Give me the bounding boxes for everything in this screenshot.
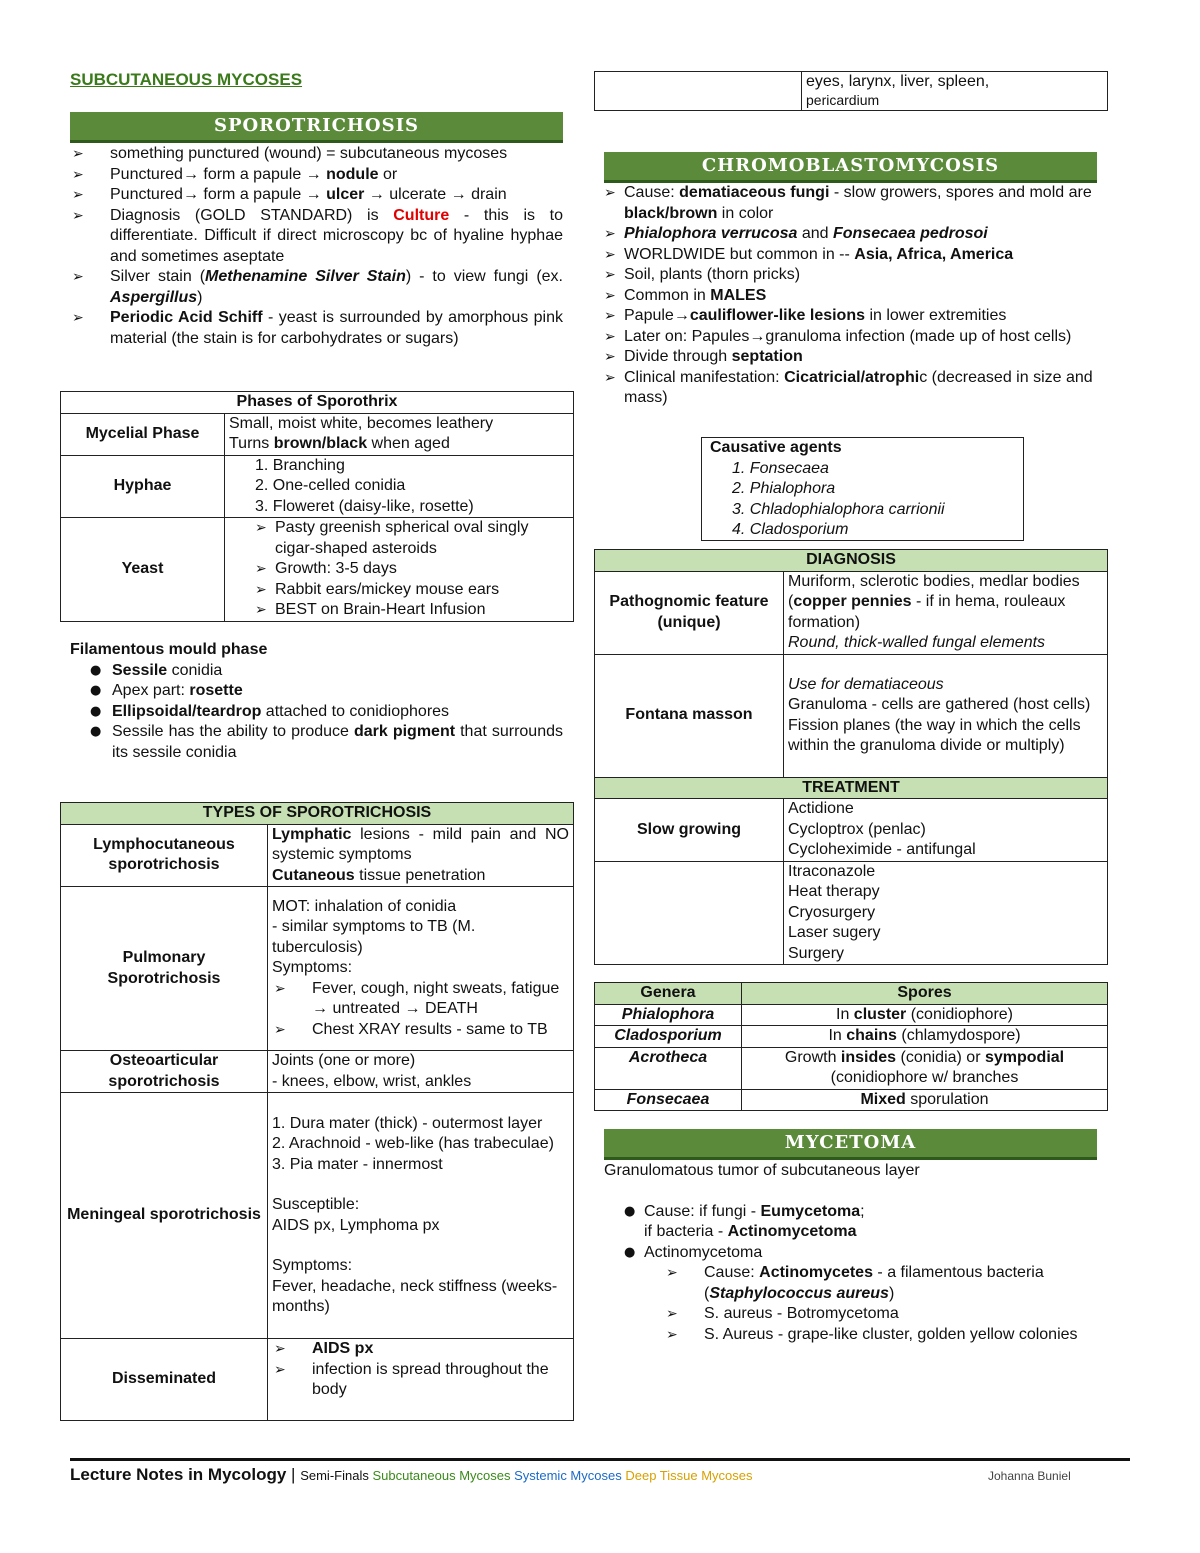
- list-item: ● Sessile has the ability to produce dark pigment that surrounds its sessile conidia: [70, 722, 563, 763]
- table-row-label: Pathognomic feature (unique): [595, 571, 784, 654]
- list-item: ➢ Punctured→ form a papule → ulcer → ulcerate → drain: [70, 185, 563, 206]
- list-item: ➢ Diagnosis (GOLD STANDARD) is Culture - this is to differentiate. Difficult if direct microscopy bc of hyaline hyphae and sometimes aseptate: [70, 206, 563, 268]
- diagnosis-table: [594, 549, 1108, 965]
- table-row-label: Yeast: [61, 518, 225, 622]
- list-item: ➢ Chest XRAY results - same to TB: [272, 1020, 569, 1041]
- list-item: ● Ellipsoidal/teardrop attached to conidiophores: [70, 702, 563, 723]
- list-item: ➢ Divide through septation: [604, 347, 1097, 368]
- table-cell: MOT: inhalation of conidia - similar symptoms to TB (M. tuberculosis) Symptoms: ➢ Fever, cough, night sweats, fatigue → untreated → DEATH ➢ Chest XRAY results - same to TB: [268, 887, 574, 1051]
- table-cell: Cladosporium: [595, 1026, 742, 1048]
- table-cell: Acrotheca: [595, 1047, 742, 1089]
- list-item: ➢ Pasty greenish spherical oval singly cigar-shaped asteroids: [255, 518, 569, 559]
- table-cell: In chains (chlamydospore): [742, 1026, 1108, 1048]
- table-cell: 1. Dura mater (thick) - outermost layer 2. Arachnoid - web-like (has trabeculae) 3. Pia mater - innermost Susceptible: AIDS px, Lymphoma px Symptoms: Fever, headache, neck stiffness (weeks-months): [268, 1093, 574, 1339]
- footer-deep: Deep Tissue Mycoses: [625, 1468, 753, 1483]
- list-item: ➢ BEST on Brain-Heart Infusion: [255, 600, 569, 621]
- table-cell: Lymphatic lesions - mild pain and NO systemic symptoms Cutaneous tissue penetration: [268, 824, 574, 887]
- list-item: ➢ Silver stain (Methenamine Silver Stain) - to view fungi (ex. Aspergillus): [70, 267, 563, 308]
- table-row-label: Osteoarticular sporotrichosis: [61, 1051, 268, 1093]
- list-item: ➢ Later on: Papules→granuloma infection (made up of host cells): [604, 327, 1097, 348]
- list-item: ➢ Clinical manifestation: Cicatricial/atrophic (decreased in size and mass): [604, 368, 1097, 409]
- footer-lecture: Lecture Notes in Mycology: [70, 1465, 287, 1484]
- list-item: ➢ something punctured (wound) = subcutaneous mycoses: [70, 144, 563, 165]
- table-cell: [268, 1339, 574, 1421]
- list-item: 4. Cladosporium: [732, 521, 849, 538]
- table-cell: eyes, larynx, liver, spleen, pericardium: [802, 72, 1108, 111]
- table-header: DIAGNOSIS: [595, 550, 1108, 572]
- table-cell: Fonsecaea: [595, 1089, 742, 1111]
- list-item: ➢ Cause: Actinomycetes - a filamentous bacteria (Staphylococcus aureus): [664, 1263, 1097, 1304]
- table-row-label: Disseminated: [61, 1339, 268, 1421]
- chromoblastomycosis-banner: CHROMOBLASTOMYCOSIS: [604, 152, 1097, 183]
- sporotrichosis-bullets: [70, 144, 563, 349]
- table-row-label: Slow growing: [595, 799, 784, 862]
- table-cell: Joints (one or more) - knees, elbow, wrist, ankles: [268, 1051, 574, 1093]
- mycetoma-banner: MYCETOMA: [604, 1129, 1097, 1160]
- table-row-label: Hyphae: [61, 455, 225, 518]
- list-item: ➢ Punctured→ form a papule → nodule or: [70, 165, 563, 186]
- footer-semi: Semi-Finals: [300, 1468, 373, 1483]
- table-cell: [595, 861, 784, 965]
- list-item: ● Actinomycetoma: [604, 1243, 1097, 1264]
- list-item: ● Cause: if fungi - Eumycetoma; if bacteria - Actinomycetoma: [604, 1202, 1097, 1243]
- table-cell: Mixed sporulation: [742, 1089, 1108, 1111]
- table-cell: [225, 518, 574, 622]
- list-item: ➢ Fever, cough, night sweats, fatigue → untreated → DEATH: [272, 979, 569, 1020]
- list-item: 2. Phialophora: [732, 480, 836, 497]
- list-item: ➢ Cause: dematiaceous fungi - slow growers, spores and mold are black/brown in color: [604, 183, 1097, 224]
- list-item: ➢ Periodic Acid Schiff - yeast is surrounded by amorphous pink material (the stain is for carbohydrates or sugars): [70, 308, 563, 349]
- genera-table: [594, 982, 1108, 1111]
- list-item: ➢ infection is spread throughout the body: [272, 1360, 569, 1401]
- list-item: ➢ Common in MALES: [604, 286, 1097, 307]
- continued-table: [594, 71, 1108, 111]
- list-item: ➢ AIDS px: [272, 1339, 569, 1360]
- section-title: Filamentous mould phase: [70, 641, 268, 658]
- filamentous-section: [70, 640, 563, 763]
- table-cell: [595, 72, 802, 111]
- list-item: ● Sessile conidia: [70, 661, 563, 682]
- page-footer: [70, 1458, 1130, 1485]
- table-row-label: Lymphocutaneous sporotrichosis: [61, 824, 268, 887]
- table-cell: Itraconazole Heat therapy Cryosurgery Laser sugery Surgery: [784, 861, 1108, 965]
- phases-table: [60, 391, 574, 622]
- table-cell: Use for dematiaceous Granuloma - cells are gathered (host cells) Fission planes (the way in which the cells within the granuloma divide or multiply): [784, 654, 1108, 777]
- footer-separator: |: [286, 1465, 301, 1484]
- footer-sys: Systemic Mycoses: [514, 1468, 626, 1483]
- page-title: SUBCUTANEOUS MYCOSES: [70, 70, 303, 89]
- table-header: Spores: [742, 983, 1108, 1005]
- box-title: Causative agents: [710, 439, 842, 456]
- mycetoma-section: [604, 1161, 1097, 1345]
- footer-sub: Subcutaneous Mycoses: [372, 1468, 515, 1483]
- table-row-label: Meningeal sporotrichosis: [61, 1093, 268, 1339]
- list-item: ➢ S. Aureus - grape-like cluster, golden yellow colonies: [664, 1325, 1097, 1346]
- table-header: TYPES OF SPOROTRICHOSIS: [61, 803, 574, 825]
- table-cell: Muriform, sclerotic bodies, medlar bodies (copper pennies - if in hema, rouleaux formation) Round, thick-walled fungal elements: [784, 571, 1108, 654]
- list-item: ➢ Rabbit ears/mickey mouse ears: [255, 580, 569, 601]
- list-item: ➢ S. aureus - Botromycetoma: [664, 1304, 1097, 1325]
- table-cell: Growth insides (conidia) or sympodial (conidiophore w/ branches: [742, 1047, 1108, 1089]
- sporotrichosis-banner: SPOROTRICHOSIS: [70, 112, 563, 143]
- list-item: ● Apex part: rosette: [70, 681, 563, 702]
- list-item: ➢ Phialophora verrucosa and Fonsecaea pedrosoi: [604, 224, 1097, 245]
- list-item: 1. Fonsecaea: [732, 459, 829, 477]
- list-item: ➢ Papule→cauliflower-like lesions in lower extremities: [604, 306, 1097, 327]
- table-header: TREATMENT: [595, 777, 1108, 799]
- table-cell: 1. Branching 2. One-celled conidia 3. Floweret (daisy-like, rosette): [225, 455, 574, 518]
- table-row-label: Pulmonary Sporotrichosis: [61, 887, 268, 1051]
- table-row-label: Fontana masson: [595, 654, 784, 777]
- list-item: 3. Chladophialophora carrionii: [732, 500, 945, 518]
- list-item: ➢ WORLDWIDE but common in -- Asia, Africa, America: [604, 245, 1097, 266]
- footer-author: Johanna Buniel: [988, 1469, 1071, 1483]
- table-cell: Small, moist white, becomes leathery Turns brown/black when aged: [225, 413, 574, 455]
- table-row-label: Mycelial Phase: [61, 413, 225, 455]
- table-cell: Phialophora: [595, 1004, 742, 1026]
- footer-divider: [70, 1458, 1130, 1461]
- types-table: [60, 802, 574, 1421]
- section-intro: Granulomatous tumor of subcutaneous layer: [604, 1162, 920, 1179]
- table-header: Phases of Sporothrix: [61, 392, 574, 414]
- table-header: Genera: [595, 983, 742, 1005]
- table-cell: Actidione Cycloptrox (penlac) Cycloheximide - antifungal: [784, 799, 1108, 862]
- causative-agents-box: [701, 437, 1024, 541]
- chromoblastomycosis-bullets: [604, 183, 1097, 409]
- table-cell: In cluster (conidiophore): [742, 1004, 1108, 1026]
- list-item: ➢ Soil, plants (thorn pricks): [604, 265, 1097, 286]
- list-item: ➢ Growth: 3-5 days: [255, 559, 569, 580]
